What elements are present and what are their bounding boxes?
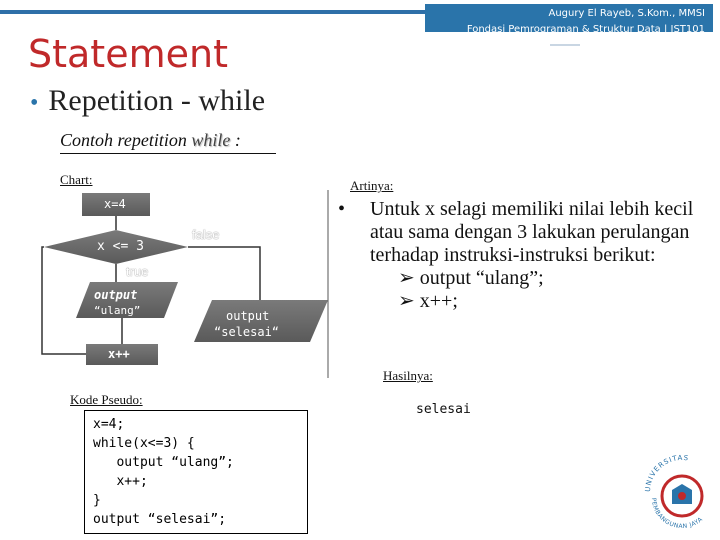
header-course: Fondasi Pemrograman & Struktur Data | IST101 bbox=[466, 24, 705, 35]
arrow-bullet-icon: ➢ bbox=[398, 267, 415, 289]
increment-text: x++ bbox=[108, 347, 130, 361]
code-line: output “selesai”; bbox=[93, 512, 227, 527]
subtitle-prefix: Contoh repetition bbox=[60, 130, 192, 150]
artinya-label-text: Artinya: bbox=[350, 178, 394, 193]
subtitle-suffix: : bbox=[230, 130, 241, 150]
condition-text: x <= 3 bbox=[97, 239, 144, 254]
explanation-text: Untuk x selagi memiliki nilai lebih kecil atau sama dengan 3 lakukan perulangan terhadap instruksi-instruksi berikut: bbox=[370, 198, 694, 266]
logo-text-lower: PEMBANGUNAN JAYA bbox=[649, 497, 705, 531]
final-output-text: “selesai“ bbox=[214, 325, 280, 339]
code-line: x=4; bbox=[93, 417, 125, 432]
pseudocode-box bbox=[84, 410, 308, 534]
explanation-item-1 bbox=[398, 267, 710, 290]
logo-text-upper: UNIVERSITAS bbox=[643, 453, 690, 493]
connector-false bbox=[188, 247, 260, 300]
slide-title: Statement bbox=[28, 32, 228, 76]
kode-pseudo-label-text: Kode Pseudo: bbox=[70, 392, 143, 407]
code-line: } bbox=[93, 493, 101, 508]
header-author: Augury El Rayeb, S.Kom., MMSI bbox=[548, 8, 705, 19]
chart-label-text: Chart: bbox=[60, 172, 93, 187]
hasilnya-label bbox=[383, 368, 433, 384]
logo-core bbox=[678, 492, 686, 500]
subtitle-keyword: while bbox=[191, 130, 231, 150]
hasilnya-label-text: Hasilnya: bbox=[383, 368, 433, 383]
init-text: x=4 bbox=[104, 197, 126, 211]
kode-pseudo-label bbox=[70, 392, 143, 408]
explanation-bullet: • bbox=[338, 198, 346, 220]
explanation-item-2-text: x++; bbox=[419, 290, 458, 312]
university-logo bbox=[640, 440, 720, 536]
code-line: while(x<=3) { bbox=[93, 436, 195, 451]
result-text: selesai bbox=[416, 402, 471, 417]
loop-output-keyword: output bbox=[94, 288, 138, 302]
true-label: true bbox=[126, 264, 149, 279]
final-output-keyword: output bbox=[226, 309, 270, 323]
arrow-bullet-icon: ➢ bbox=[398, 290, 415, 312]
connector-loop-back bbox=[42, 247, 86, 354]
explanation-item-1-text: output “ulang”; bbox=[419, 267, 544, 289]
main-bullet-text: Repetition - while bbox=[48, 84, 266, 117]
bullet-dot-icon: • bbox=[30, 90, 39, 116]
code-line: output “ulang”; bbox=[93, 455, 234, 470]
false-label: false bbox=[192, 227, 220, 242]
loop-output-text: “ulang” bbox=[94, 304, 141, 317]
explanation bbox=[370, 198, 710, 313]
explanation-item-2 bbox=[398, 290, 710, 313]
code-line: x++; bbox=[93, 474, 148, 489]
